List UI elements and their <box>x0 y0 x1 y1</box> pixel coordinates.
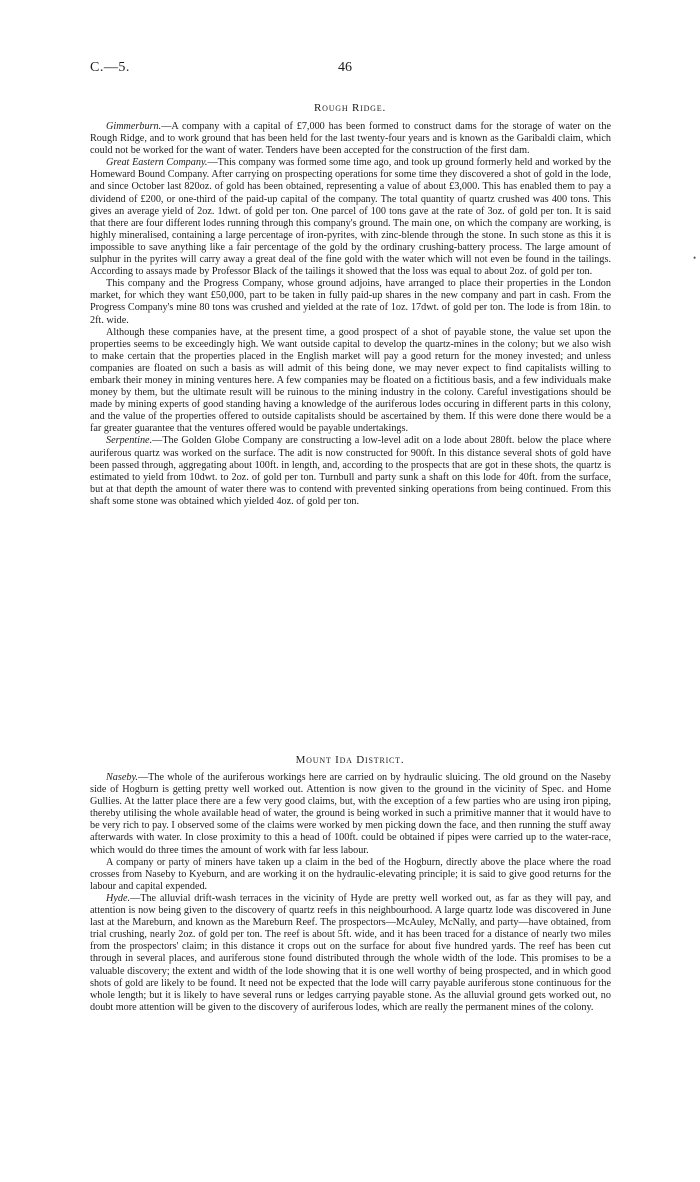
margin-mark: • <box>693 253 697 263</box>
paragraph <box>90 893 611 1014</box>
paragraph <box>90 857 611 893</box>
section-heading-rough-ridge: Rough Ridge. <box>314 102 386 114</box>
paragraph-text: —The alluvial drift-wash terraces in the vicinity of Hyde are pretty well worked out, as far as they will pay, and attention is now being given to the discovery of quartz reefs in this neighbourhood. A large quartz lode was discovered in June last at the Mareburn, and known as the Mareburn Reef. The prospectors—McAuley, McNally, and party—have obtained, from trial crushing, nearly 2oz. of gold per ton. The reef is about 5ft. wide, and it has been traced for a distance of nearly two miles from the prospectors' claim; in this distance it crops out on the surface for about five hundred yards. The reef has been cut through in several places, and auriferous stone found distributed through the whole width of the lode. This promises to be a valuable discovery; the extent and width of the lode showing that it is one well worthy of being prospected, and in which good shots of gold are likely to be found. It need not be expected that the lode will carry payable auriferous stone continuous for the whole length; but it is likely to have several runs or ledges carrying payable stone. As the alluvial ground gets worked out, no doubt more attention will be given to the discovery of auriferous lodes, which are really the permanent mines of the colony. <box>90 892 611 1013</box>
paragraph-text: —The Golden Globe Company are constructing a low-level adit on a lode about 280ft. below the place where auriferous quartz was worked on the surface. The adit is now constructed for 900ft. In this distance several shots of gold have been passed through, aggregating about 100ft. in length, and, according to the prospects that are got in these shots, the quartz is estimated to yield from 10dwt. to 2oz. of gold per ton. Turnbull and party sunk a shaft on this lode for 40ft. from the surface, but at that depth the amount of water there was to contend with prevented sinking operations from being continued. From this shaft some stone was obtained which yielded 4oz. of gold per ton. <box>90 435 611 507</box>
paragraph <box>90 435 611 508</box>
section-body-rough-ridge <box>90 121 611 508</box>
section-heading-mount-ida: Mount Ida District. <box>295 754 405 766</box>
document-reference: C.—5. <box>90 60 130 75</box>
paragraph-lead: Serpentine. <box>106 435 153 447</box>
paragraph-text: —This company was formed some time ago, and took up ground formerly held and worked by the Homeward Bound Company. After carrying on prospecting operations for some time they discovered a shot of gold in the lode, and since October last 820oz. of gold has been obtained, representing a value of about £3,000. This has enabled them to pay a dividend of £200, or one-third of the paid-up capital of the company. The total quantity of quartz crushed was 400 tons. This gives an average yield of 2oz. 1dwt. of gold per ton. One parcel of 100 tons gave at the rate of 3oz. of gold per ton. It is said that there are four different lodes running through this company's ground. The main one, on which the company are working, is highly mineralised, containing a large percentage of iron-pyrites, with zinc-blende through the stone. In such stone as this it is impossible to save anything like a fair percentage of the gold by the ordinary crushing-battery process. The large amount of sulphur in the pyrites will carry away a great deal of the fine gold with the water which will not even be found in the tailings. According to assays made by Professor Black of the tailings it showed that the loss was equal to about 2oz. of gold per ton. <box>90 157 611 278</box>
paragraph <box>90 278 611 326</box>
paragraph-lead: Naseby. <box>106 772 138 783</box>
paragraph <box>90 157 611 278</box>
paragraph <box>90 327 611 436</box>
paragraph-lead: Great Eastern Company. <box>106 157 208 169</box>
paragraph <box>90 121 611 157</box>
paragraph-text: —The whole of the auriferous workings here are carried on by hydraulic sluicing. The old ground on the Naseby side of Hogburn is getting pretty well worked out. Attention is now given to the ground in the vicinity of Spec. and Home Gullies. At the latter place there are a few very good claims, but, with the exception of a few parties who are using iron piping, thereby utilising the whole available head of water, the ground is being worked in such a primitive manner that it would have to be very rich to pay. I observed some of the claims were worked by men picking down the face, and then running the stuff away afterwards with water. In close proximity to this a head of 100ft. could be obtained if pipes were carried up to the water-race, which would do three times the amount of work with far less labour. <box>90 772 611 856</box>
paragraph-lead: Hyde. <box>106 892 131 904</box>
paragraph-text: This company and the Progress Company, whose ground adjoins, have arranged to place their properties in the London market, for which they want £50,000, part to be taken in fully paid-up shares in the new company and part in cash. From the Progress Company's mine 80 tons was crushed and yielded at the rate of 1oz. 17dwt. of gold per ton. The lode is from 18in. to 2ft. wide. <box>90 278 611 326</box>
paragraph-lead: Gimmerburn. <box>106 121 162 132</box>
paragraph <box>90 772 611 857</box>
paragraph-text: Although these companies have, at the present time, a good prospect of a shot of payable stone, the value set upon the properties seems to be exceedingly high. We want outside capital to develop the quartz-mines in the colony; but we also wish to make certain that the properties placed in the English market will pay a good return for the money invested; and unless companies are floated on such a basis as will admit of this being done, we may never expect to find capitalists willing to embark their money in mining ventures here. A few companies may be floated on a fictitious basis, and a few individuals make money by them, but the ultimate result will be ruinous to the mining industry in the colony. Careful investigations should be made by mining experts of good standing having a knowledge of the auriferous lodes occuring in different parts in this colony, and the value of the properties offered to outside capitalists should be ascertained by them. If this were done there would be a far greater guarantee that the ventures offered would be payable undertakings. <box>90 326 611 435</box>
page-number: 46 <box>338 60 352 75</box>
section-body-mount-ida <box>90 772 611 1014</box>
paragraph-text: A company or party of miners have taken up a claim in the bed of the Hogburn, directly above the place where the road crosses from Naseby to Kyeburn, and are working it on the hydraulic-elevating principle; it is said to give good returns for the labour and capital expended. <box>90 856 611 892</box>
paragraph-text: —A company with a capital of £7,000 has been formed to construct dams for the storage of water on the Rough Ridge, and to work ground that has been held for the last twenty-four years and is known as the Garibaldi claim, which could not be worked for the want of water. Tenders have been accepted for the construction of the first dam. <box>90 121 611 157</box>
